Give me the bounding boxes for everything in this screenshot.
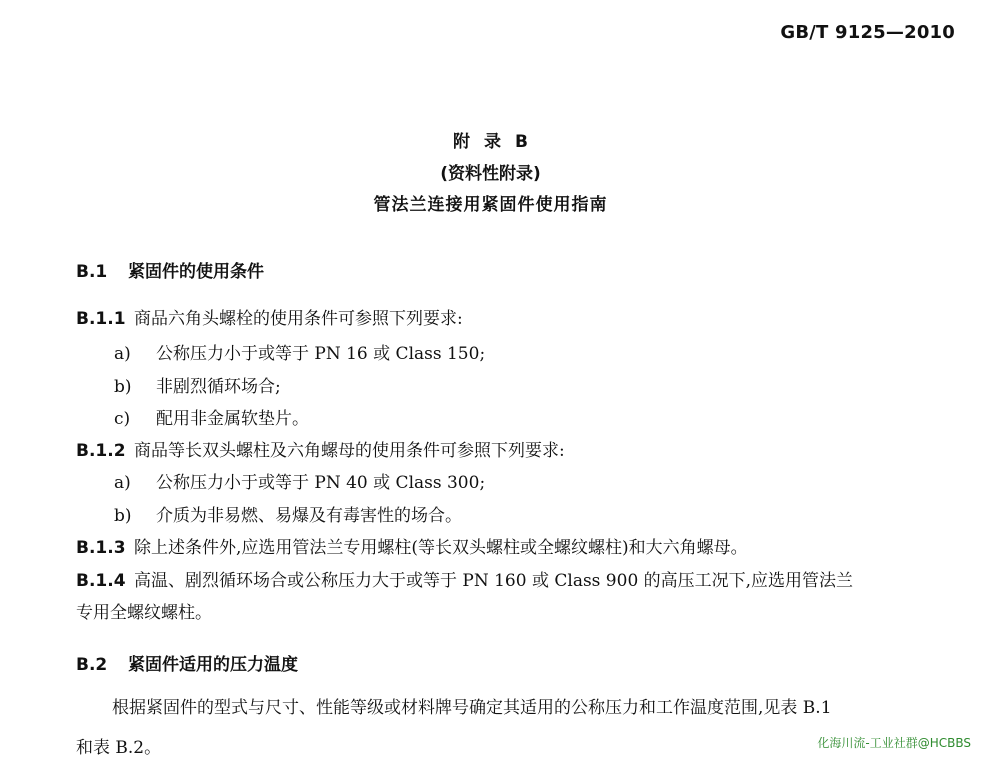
clause-b14 [76, 566, 853, 591]
section-heading-b1 [76, 257, 264, 282]
list-item-letter: c) [114, 409, 131, 429]
list-item-text: 配用非金属软垫片。 [156, 409, 309, 429]
annex-type: (资料性附录) [440, 164, 541, 184]
clause-b11 [76, 304, 463, 329]
annex-title: 管法兰连接用紧固件使用指南 [373, 195, 608, 215]
b2-paragraph: 根据紧固件的型式与尺寸、性能等级或材料牌号确定其适用的公称压力和工作温度范围,见表 B.1 [112, 698, 832, 718]
clause-text: 商品六角头螺栓的使用条件可参照下列要求: [134, 309, 463, 329]
section-title: 紧固件的使用条件 [128, 262, 264, 282]
list-item-text: 介质为非易燃、易爆及有毒害性的场合。 [156, 506, 462, 526]
list-item [114, 339, 485, 364]
watermark: 化海川流-工业社群@HCBBS [817, 736, 971, 750]
clause-text: 商品等长双头螺柱及六角螺母的使用条件可参照下列要求: [134, 441, 565, 461]
list-item [114, 501, 462, 526]
clause-text: 除上述条件外,应选用管法兰专用螺柱(等长双头螺柱或全螺纹螺柱)和大六角螺母。 [134, 538, 748, 558]
clause-text: 高温、剧烈循环场合或公称压力大于或等于 PN 160 或 Class 900 的高压工况下,应选用管法兰 [134, 571, 854, 591]
list-item-letter: a) [114, 473, 131, 493]
list-item-letter: b) [114, 377, 132, 397]
clause-b12 [76, 436, 565, 461]
list-item-text: 公称压力小于或等于 PN 16 或 Class 150; [156, 344, 486, 364]
list-item [114, 372, 281, 397]
section-title: 紧固件适用的压力温度 [128, 655, 298, 675]
clause-number: B.1.2 [76, 441, 126, 461]
clause-number: B.1.4 [76, 571, 126, 591]
list-item-text: 公称压力小于或等于 PN 40 或 Class 300; [156, 473, 486, 493]
clause-b14-continuation: 专用全螺纹螺柱。 [76, 603, 212, 623]
list-item-text: 非剧烈循环场合; [156, 377, 281, 397]
section-heading-b2 [76, 650, 298, 675]
list-item-letter: a) [114, 344, 131, 364]
clause-number: B.1.3 [76, 538, 126, 558]
annex-label: 附录B [453, 132, 542, 152]
list-item [114, 404, 309, 429]
section-number: B.1 [76, 262, 108, 282]
clause-b13 [76, 533, 748, 558]
b2-paragraph-continuation: 和表 B.2。 [76, 738, 162, 758]
list-item [114, 468, 485, 493]
standard-number: GB/T 9125—2010 [780, 22, 955, 43]
section-number: B.2 [76, 655, 108, 675]
clause-number: B.1.1 [76, 309, 126, 329]
list-item-letter: b) [114, 506, 132, 526]
